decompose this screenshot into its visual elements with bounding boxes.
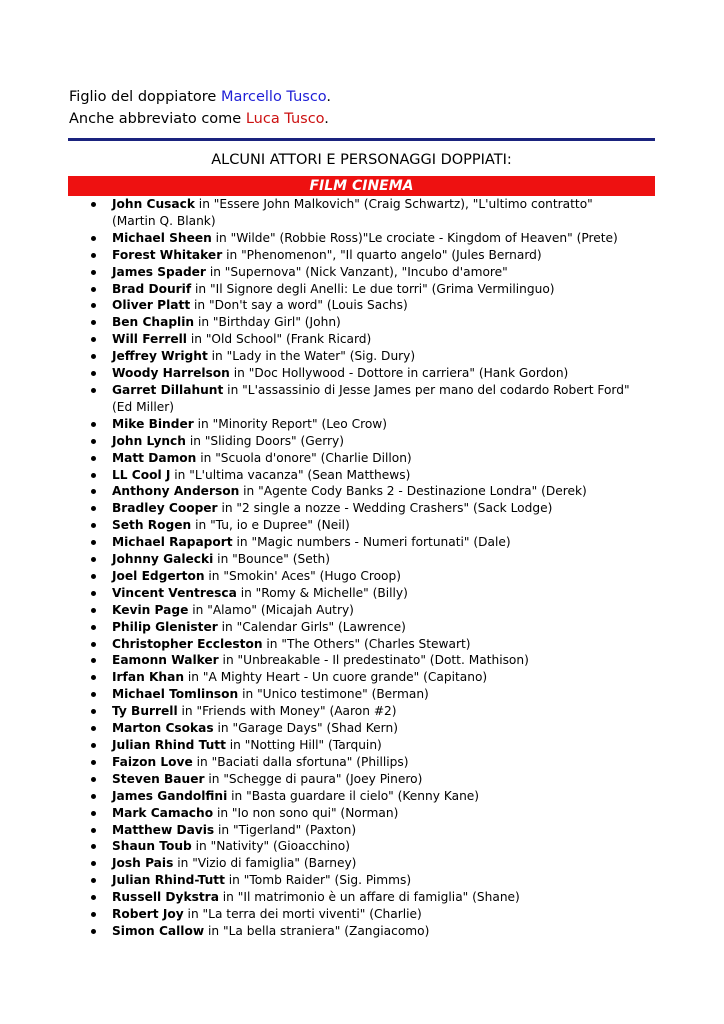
list-item xyxy=(90,382,640,416)
list-item xyxy=(90,196,640,230)
list-item xyxy=(90,568,640,585)
role-details: in "The Others" (Charles Stewart) xyxy=(262,636,471,651)
role-details: in "Alamo" (Micajah Autry) xyxy=(188,602,354,617)
actor-name: Jeffrey Wright xyxy=(112,349,208,364)
role-details: in "La terra dei morti viventi" (Charlie) xyxy=(183,907,422,922)
list-item xyxy=(90,872,640,889)
list-item xyxy=(90,805,640,822)
actor-name: Marton Csokas xyxy=(112,721,214,736)
list-item xyxy=(90,500,640,517)
actor-name: Shaun Toub xyxy=(112,839,192,854)
role-details: in "Agente Cody Banks 2 - Destinazione Londra" (Derek) xyxy=(239,484,587,499)
intro-line-alias: Anche abbreviato come Luca Tusco. xyxy=(69,111,329,127)
actor-name: Garret Dillahunt xyxy=(112,382,224,397)
list-item xyxy=(90,602,640,619)
role-details: in "Doc Hollywood - Dottore in carriera" (Hank Gordon) xyxy=(229,366,569,381)
list-item xyxy=(90,551,640,568)
role-details: in "Magic numbers - Numeri fortunati" (Dale) xyxy=(232,535,511,550)
list-item xyxy=(90,636,640,653)
role-details: in "A Mighty Heart - Un cuore grande" (Capitano) xyxy=(184,670,488,685)
role-details: in "Scuola d'onore" (Charlie Dillon) xyxy=(196,450,412,465)
actor-name: Mike Binder xyxy=(112,416,194,431)
role-details: in "Tigerland" (Paxton) xyxy=(214,822,357,837)
actor-name: Anthony Anderson xyxy=(112,484,240,499)
role-details: in "Bounce" (Seth) xyxy=(213,552,330,567)
role-details: in "Supernova" (Nick Vanzant), "Incubo d'amore" xyxy=(205,264,508,279)
list-item xyxy=(90,669,640,686)
actor-name: Kevin Page xyxy=(112,602,189,617)
horizontal-rule xyxy=(68,138,655,141)
actor-name: Robert Joy xyxy=(112,907,184,922)
dubbed-roles-list xyxy=(90,196,640,940)
actor-name: Brad Dourif xyxy=(112,281,192,296)
list-item xyxy=(90,517,640,534)
list-item xyxy=(90,822,640,839)
role-details: in "Romy & Michelle" (Billy) xyxy=(236,585,408,600)
actor-name: Josh Pais xyxy=(112,856,174,871)
role-details: in "Il matrimonio è un affare di famiglia" (Shane) xyxy=(218,890,520,905)
role-details: in "Unbreakable - Il predestinato" (Dott. Mathison) xyxy=(218,653,529,668)
role-details: in "Garage Days" (Shad Kern) xyxy=(213,721,398,736)
actor-name: Simon Callow xyxy=(112,923,205,938)
list-item xyxy=(90,416,640,433)
list-item xyxy=(90,281,640,298)
list-item xyxy=(90,365,640,382)
list-item xyxy=(90,737,640,754)
role-details: in "L'assassinio di Jesse James per mano del codardo Robert Ford" (Ed Miller) xyxy=(112,382,630,414)
actor-name: Irfan Khan xyxy=(112,670,185,685)
list-item xyxy=(90,467,640,484)
role-details: in "Wilde" (Robbie Ross)"Le crociate - Kingdom of Heaven" (Prete) xyxy=(211,230,618,245)
list-item xyxy=(90,771,640,788)
actor-name: Philip Glenister xyxy=(112,619,218,634)
role-details: in "Notting Hill" (Tarquin) xyxy=(225,738,382,752)
actor-name: James Gandolfini xyxy=(112,788,228,803)
list-item xyxy=(90,720,640,737)
actor-name: Vincent Ventresca xyxy=(112,585,237,600)
role-details: in "Lady in the Water" (Sig. Dury) xyxy=(207,349,416,364)
list-item xyxy=(90,433,640,450)
role-details: in "Io non sono qui" (Norman) xyxy=(213,805,399,820)
role-details: in "Basta guardare il cielo" (Kenny Kane) xyxy=(227,788,480,803)
list-item xyxy=(90,754,640,771)
actor-name: Ben Chaplin xyxy=(112,315,195,330)
actor-name: Mark Camacho xyxy=(112,805,214,820)
actor-name: John Lynch xyxy=(112,433,186,448)
list-item xyxy=(90,889,640,906)
actor-name: Bradley Cooper xyxy=(112,501,218,516)
actor-name: Michael Tomlinson xyxy=(112,687,239,702)
actor-name: Matt Damon xyxy=(112,450,197,465)
list-item xyxy=(90,923,640,940)
role-details: in "Schegge di paura" (Joey Pinero) xyxy=(204,771,423,786)
list-item xyxy=(90,652,640,669)
actor-name: Ty Burrell xyxy=(112,704,178,719)
role-details: in "Minority Report" (Leo Crow) xyxy=(193,416,388,431)
role-details: in "2 single a nozze - Wedding Crashers" (Sack Lodge) xyxy=(217,501,553,516)
actor-name: Julian Rhind-Tutt xyxy=(112,873,225,888)
list-item xyxy=(90,788,640,805)
actor-name: James Spader xyxy=(112,264,206,279)
role-details: in "Phenomenon", "Il quarto angelo" (Jules Bernard) xyxy=(222,247,542,262)
role-details: in "Vizio di famiglia" (Barney) xyxy=(173,856,357,871)
intro-block xyxy=(69,86,331,130)
actor-name: Woody Harrelson xyxy=(112,366,230,381)
list-item xyxy=(90,619,640,636)
actor-name: Forest Whitaker xyxy=(112,247,223,262)
actor-name: Will Ferrell xyxy=(112,332,187,347)
list-item xyxy=(90,534,640,551)
list-item xyxy=(90,585,640,602)
actor-name: Julian Rhind Tutt xyxy=(112,738,226,752)
role-details: in "Old School" (Frank Ricard) xyxy=(186,332,372,347)
role-details: in "Sliding Doors" (Gerry) xyxy=(185,433,345,448)
actor-name: Faizon Love xyxy=(112,754,193,769)
list-item xyxy=(90,838,640,855)
actor-name: LL Cool J xyxy=(112,467,171,482)
link-luca-tusco[interactable]: Luca Tusco xyxy=(245,111,325,127)
list-item xyxy=(90,450,640,467)
actor-name: John Cusack xyxy=(112,197,195,211)
list-item xyxy=(90,906,640,923)
actor-name: Johnny Galecki xyxy=(112,552,214,567)
actor-name: Steven Bauer xyxy=(112,771,205,786)
list-item xyxy=(90,264,640,281)
role-details: in "Don't say a word" (Louis Sachs) xyxy=(190,298,408,313)
intro-line-father: Figlio del doppiatore Marcello Tusco. xyxy=(69,89,332,105)
list-item xyxy=(90,855,640,872)
list-item xyxy=(90,686,640,703)
role-details: in "Essere John Malkovich" (Craig Schwartz), "L'ultimo contratto" (Martin Q. Blank) xyxy=(112,197,593,228)
actor-name: Russell Dykstra xyxy=(112,890,219,905)
list-item xyxy=(90,348,640,365)
role-details: in "Baciati dalla sfortuna" (Phillips) xyxy=(192,754,409,769)
list-item xyxy=(90,314,640,331)
role-details: in "Birthday Girl" (John) xyxy=(194,315,341,330)
role-details: in "Unico testimone" (Berman) xyxy=(238,687,429,702)
section-heading: ALCUNI ATTORI E PERSONAGGI DOPPIATI: xyxy=(211,152,512,168)
list-item xyxy=(90,331,640,348)
role-details: in "Tomb Raider" (Sig. Pimms) xyxy=(224,873,412,888)
actor-name: Matthew Davis xyxy=(112,822,215,837)
actor-name: Eamonn Walker xyxy=(112,653,219,668)
film-cinema-banner: FILM CINEMA xyxy=(68,176,655,196)
actor-name: Michael Sheen xyxy=(112,230,212,245)
role-details: in "Smokin' Aces" (Hugo Croop) xyxy=(204,568,401,583)
role-details: in "Friends with Money" (Aaron #2) xyxy=(177,704,397,719)
list-item xyxy=(90,703,640,720)
list-item xyxy=(90,483,640,500)
role-details: in "L'ultima vacanza" (Sean Matthews) xyxy=(170,467,411,482)
list-item xyxy=(90,230,640,247)
list-item xyxy=(90,247,640,264)
actor-name: Oliver Platt xyxy=(112,298,191,313)
role-details: in "Nativity" (Gioacchino) xyxy=(191,839,350,854)
role-details: in "La bella straniera" (Zangiacomo) xyxy=(204,923,430,938)
role-details: in "Calendar Girls" (Lawrence) xyxy=(217,619,406,634)
link-marcello-tusco[interactable]: Marcello Tusco xyxy=(220,89,327,105)
role-details: in "Il Signore degli Anelli: Le due torri" (Grima Vermilinguo) xyxy=(191,281,555,296)
actor-name: Christopher Eccleston xyxy=(112,636,263,651)
actor-name: Seth Rogen xyxy=(112,518,192,533)
actor-name: Joel Edgerton xyxy=(112,568,205,583)
list-item xyxy=(90,297,640,314)
role-details: in "Tu, io e Dupree" (Neil) xyxy=(191,518,350,533)
actor-name: Michael Rapaport xyxy=(112,535,233,550)
